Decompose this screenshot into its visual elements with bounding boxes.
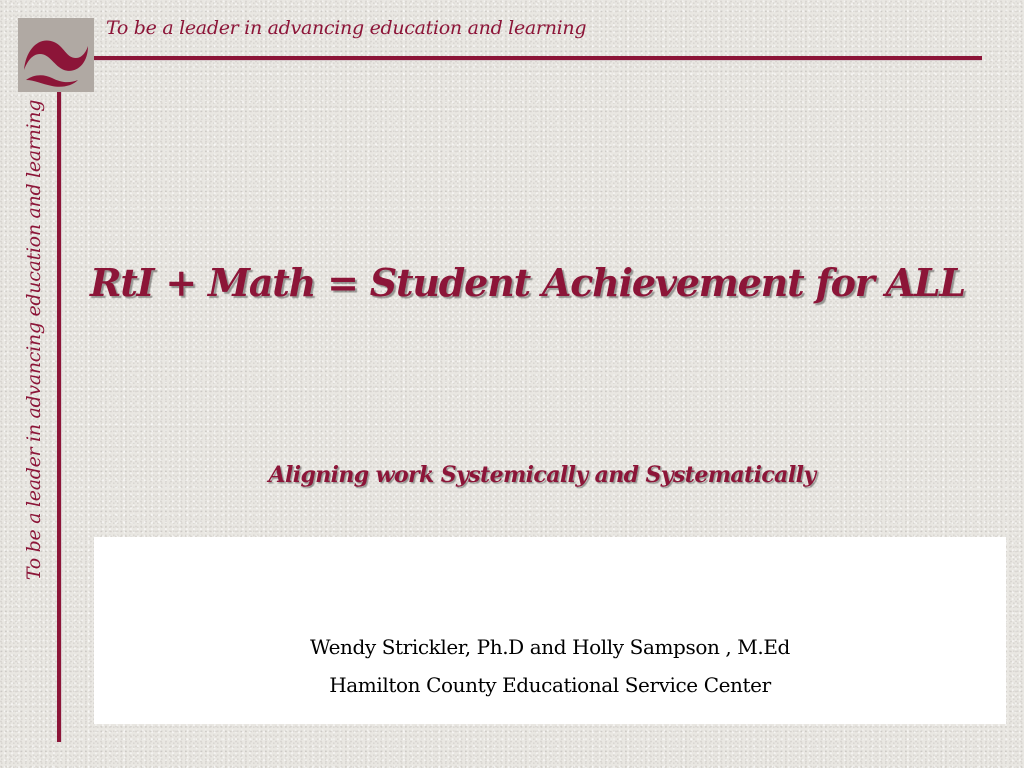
logo — [18, 18, 94, 92]
sidebar-divider — [57, 92, 62, 742]
author-names: Wendy Strickler, Ph.D and Holly Sampson , M.Ed — [310, 635, 790, 659]
slide-subtitle: Aligning work Systemically and Systematically — [268, 462, 816, 488]
author-panel — [94, 537, 1006, 724]
slide-title: RtI + Math = Student Achievement for ALL — [90, 260, 965, 305]
header-tagline: To be a leader in advancing education and learning — [106, 17, 587, 39]
sidebar-tagline: To be a leader in advancing education and learning — [23, 99, 45, 581]
author-organization: Hamilton County Educational Service Center — [329, 673, 771, 697]
header-divider — [94, 56, 982, 61]
wave-logo-icon — [18, 18, 94, 92]
